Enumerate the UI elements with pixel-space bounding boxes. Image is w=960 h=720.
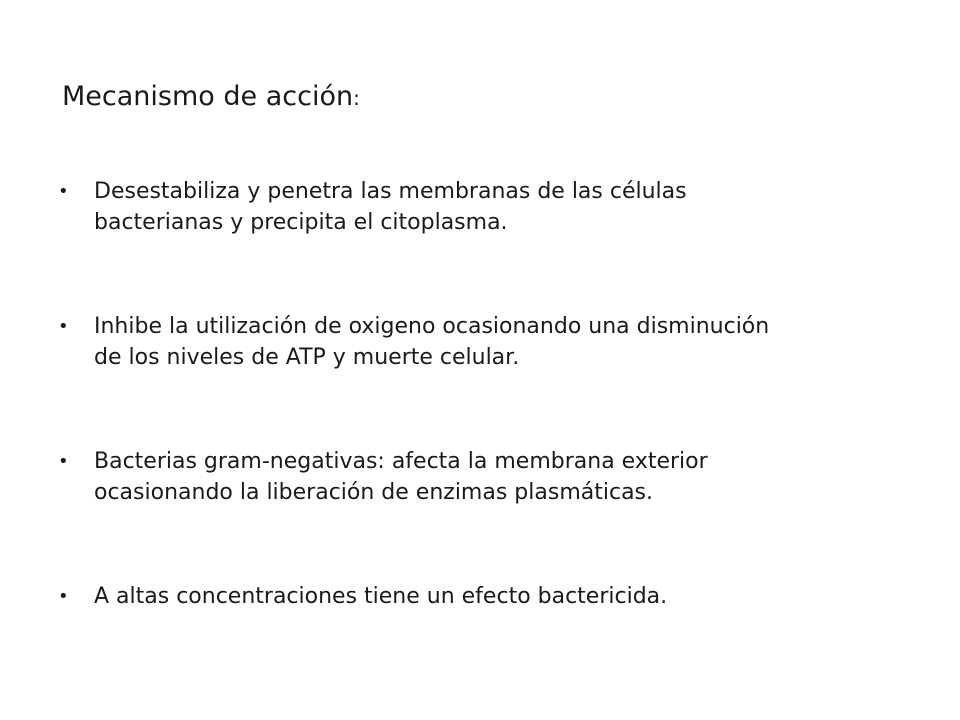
bullet-glyph: • bbox=[58, 181, 69, 202]
bullet-line: Desestabiliza y penetra las membranas de las células bbox=[94, 179, 687, 204]
bullet-line: ocasionando la liberación de enzimas plasmáticas. bbox=[94, 480, 654, 505]
bullet-text bbox=[94, 311, 908, 373]
bullet-line: Bacterias gram-negativas: afecta la membrana exterior bbox=[94, 449, 708, 474]
bullet-item-2 bbox=[58, 311, 908, 373]
slide-title bbox=[62, 80, 360, 115]
bullet-list bbox=[58, 176, 908, 612]
bullet-item-4 bbox=[58, 581, 908, 612]
slide-title-text: Mecanismo de acción bbox=[62, 81, 354, 112]
bullet-text bbox=[94, 446, 908, 508]
bullet-item-1 bbox=[58, 176, 908, 238]
bullet-glyph: • bbox=[58, 586, 69, 607]
bullet-glyph: • bbox=[58, 316, 69, 337]
bullet-line: A altas concentraciones tiene un efecto bactericida. bbox=[94, 584, 668, 609]
bullet-text bbox=[94, 176, 908, 238]
bullet-line: de los niveles de ATP y muerte celular. bbox=[94, 345, 520, 370]
bullet-glyph: • bbox=[58, 451, 69, 472]
bullet-item-3 bbox=[58, 446, 908, 508]
slide-title-colon: : bbox=[353, 86, 360, 110]
bullet-line: bacterianas y precipita el citoplasma. bbox=[94, 210, 508, 235]
bullet-line: Inhibe la utilización de oxigeno ocasionando una disminución bbox=[94, 314, 770, 339]
bullet-text bbox=[94, 581, 908, 612]
